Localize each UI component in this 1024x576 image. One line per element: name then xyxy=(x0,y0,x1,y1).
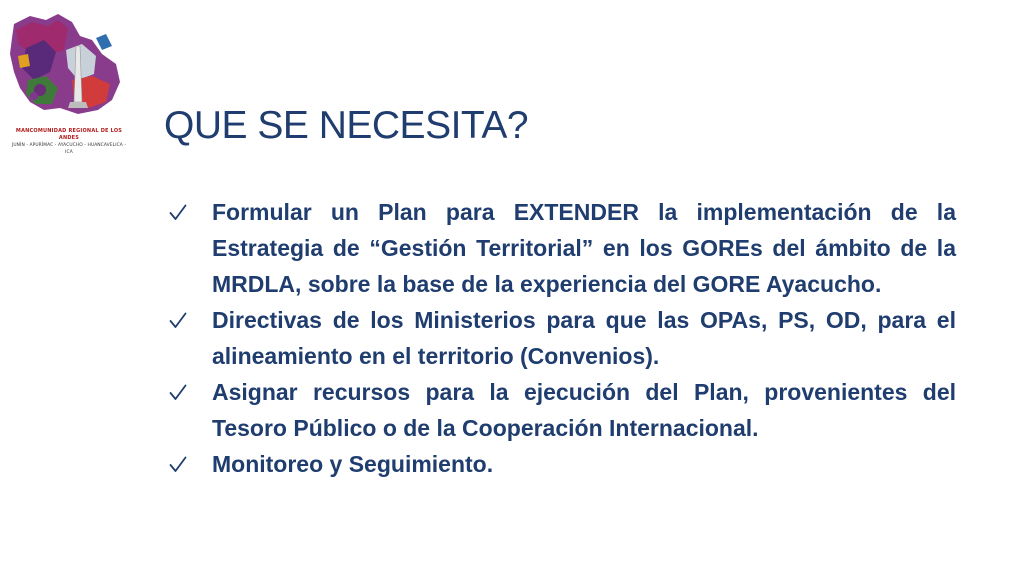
bullet-text: Monitoreo y Seguimiento. xyxy=(212,451,494,477)
bullet-text: Directivas de los Ministerios para que las OPAs, PS, OD, para el alineamiento en el territorio (Convenios). xyxy=(212,307,956,369)
logo-caption-title: MANCOMUNIDAD REGIONAL DE LOS ANDES xyxy=(15,128,123,141)
check-icon xyxy=(164,446,192,482)
bullet-text: Asignar recursos para la ejecución del Plan, provenientes del Tesoro Público o de la Cooperación Internacional. xyxy=(212,379,956,441)
mancomunidad-logo-icon xyxy=(6,10,126,122)
slide-title: QUE SE NECESITA? xyxy=(164,104,529,147)
logo-caption-regions: JUNÍN - APURÍMAC - AYACUCHO - HUANCAVELICA - ICA xyxy=(11,143,127,155)
bullet-item xyxy=(160,194,956,302)
check-icon xyxy=(164,302,192,338)
bullet-item xyxy=(160,374,956,446)
bullet-text: Formular un Plan para EXTENDER la implementación de la Estrategia de “Gestión Territorial” en los GOREs del ámbito de la MRDLA, sobre la base de la experiencia del GORE Ayacucho. xyxy=(212,199,956,297)
logo-caption xyxy=(10,128,128,156)
check-icon xyxy=(164,374,192,410)
bullet-list xyxy=(160,194,956,482)
bullet-item xyxy=(160,446,956,482)
mancomunidad-logo xyxy=(6,10,127,155)
bullet-item xyxy=(160,302,956,374)
check-icon xyxy=(164,194,192,230)
